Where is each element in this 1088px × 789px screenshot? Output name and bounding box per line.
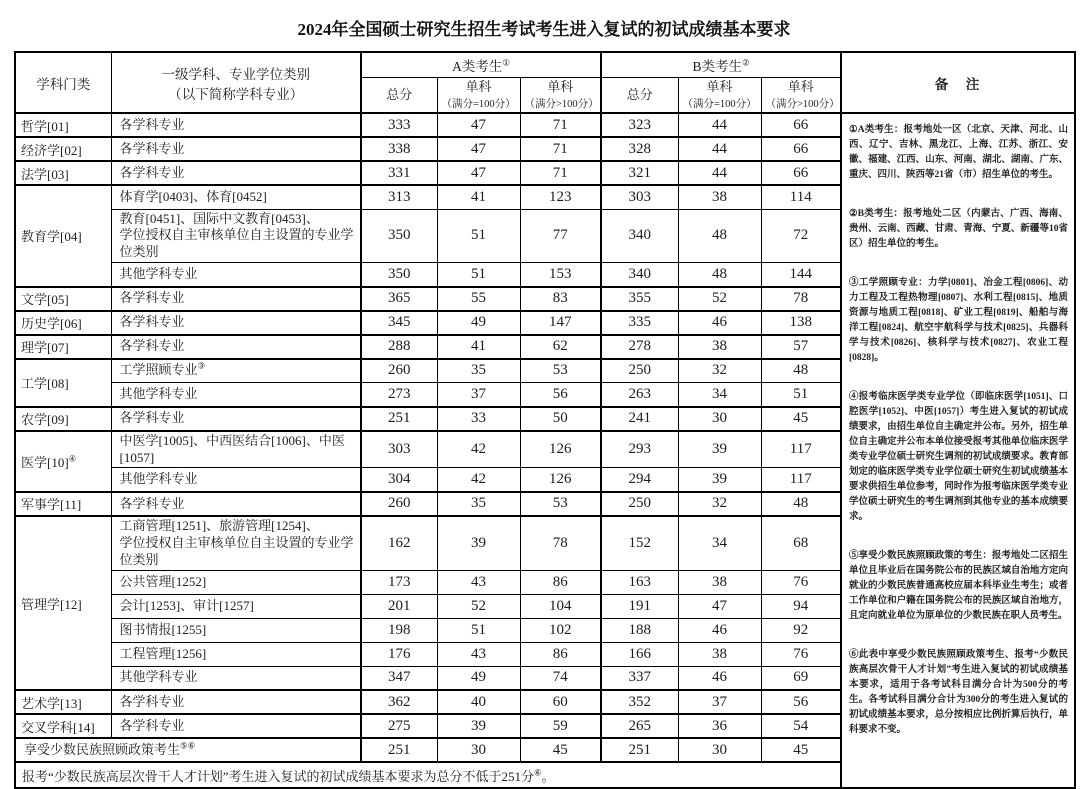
major-cell: 中医学[1005]、中西医结合[1006]、中医[1057] [111,431,361,468]
score-a-single-eq: 51 [437,618,520,642]
major-cell: 各学科专业 [111,492,361,516]
score-b-single-gt: 66 [761,137,841,161]
score-b-single-eq: 46 [678,311,761,335]
score-b-total: 340 [601,209,678,263]
major-cell: 体育学[0403]、体育[0452] [111,185,361,209]
score-a-single-gt: 123 [520,185,601,209]
category-cell: 农学[09] [15,407,111,431]
table-body [15,113,1075,788]
score-b-single-eq: 34 [678,516,761,570]
category-cell: 管理学[12] [15,516,111,690]
score-b-single-gt: 72 [761,209,841,263]
col-header-major [111,52,361,113]
score-a-single-gt: 153 [520,263,601,287]
score-b-single-gt: 92 [761,618,841,642]
score-a-total: 173 [361,570,437,594]
score-a-single-eq: 51 [437,263,520,287]
score-a-single-eq: 43 [437,642,520,666]
score-a-total: 350 [361,263,437,287]
major-cell: 工商管理[1251]、旅游管理[1254]、 学位授权自主审核单位自主设置的专业学位类别 [111,516,361,570]
remark-paragraph: ③工学照顾专业：力学[0801]、冶金工程[0806]、动力工程及工程热物理[0807]、水利工程[0815]、地质资源与地质工程[0818]、矿业工程[0819]、船舶与海洋工程[0824]、航空宇航科学与技术[0825]、兵器科学与技术[0826]、核科学与技术[0827]、农业工程[0828]。 [849,278,1069,363]
group-a-label: A类考生 [452,58,503,74]
remark-paragraph: ②B类考生：报考地处二区（内蒙古、广西、海南、贵州、云南、西藏、甘肃、青海、宁夏、新疆等10省区）招生单位的考生。 [849,209,1069,249]
score-b-total: 191 [601,594,678,618]
score-a-single-eq: 40 [437,690,520,714]
category-cell: 艺术学[13] [15,690,111,714]
score-a-single-gt: 86 [520,570,601,594]
score-a-single-eq: 42 [437,431,520,468]
major-cell: 各学科专业 [111,714,361,738]
footnote-marker: ③ [197,361,206,372]
score-a-total: 162 [361,516,437,570]
score-a-single-eq: 30 [437,738,520,762]
single-eq-a-line1: 单科 [465,78,492,94]
page-title: 2024年全国硕士研究生招生考试考生进入复试的初试成绩基本要求 [297,20,791,39]
score-b-single-gt: 114 [761,185,841,209]
remark-paragraph: ④报考临床医学类专业学位（即临床医学[1051]、口腔医学[1052]、中医[1057]）考生进入复试的初试成绩要求，由招生单位自主确定并公布。另外，招生单位自主确定并公布本单位接受报考其他单位临床医学类专业学位硕士研究生调剂的初试成绩要求。教育部划定的临床医学类专业学位硕士研究生初试成绩基本要求供招生单位参考，同时作为报考临床医学类专业学位硕士研究生的考生调剂到其他专业的基本成绩要求。 [849,392,1069,522]
score-a-single-eq: 42 [437,468,520,492]
score-b-single-gt: 56 [761,690,841,714]
score-b-total: 250 [601,359,678,383]
footnote-marker: ⑥ [534,767,542,778]
score-b-total: 355 [601,287,678,311]
col-header-single-gt-b [761,77,841,113]
score-b-total: 340 [601,263,678,287]
single-gt-a-line2: （满分>100分） [524,98,599,110]
score-b-single-eq: 44 [678,137,761,161]
score-a-total: 260 [361,359,437,383]
score-b-total: 166 [601,642,678,666]
remark-paragraph: ⑤享受少数民族照顾政策的考生：报考地处二区招生单位且毕业后在国务院公布的民族区域自治地方定向就业的少数民族普通高校应届本科毕业生考生；或者工作单位和户籍在国务院公布的民族区域自治地方，且定向就业单位为原单位的少数民族在职人员考生。 [849,551,1069,621]
footnote-marker: ④ [68,453,77,464]
score-a-single-gt: 104 [520,594,601,618]
score-b-single-eq: 46 [678,666,761,690]
score-a-single-eq: 39 [437,516,520,570]
score-b-single-gt: 54 [761,714,841,738]
group-b-sup: ② [741,57,750,68]
col-header-category [15,52,111,113]
score-a-total: 313 [361,185,437,209]
major-cell: 各学科专业 [111,137,361,161]
score-a-single-gt: 56 [520,383,601,407]
col-header-single-gt-a [520,77,601,113]
major-cell: 公共管理[1252] [111,570,361,594]
remarks-label: 备 注 [934,76,982,92]
score-a-single-gt: 126 [520,468,601,492]
footnote-marker: ⑤⑥ [180,740,196,751]
col-header-total-b [601,77,678,113]
major-cell: 各学科专业 [111,690,361,714]
score-b-total: 303 [601,185,678,209]
score-b-single-gt: 66 [761,161,841,185]
score-a-total: 275 [361,714,437,738]
score-a-single-gt: 50 [520,407,601,431]
score-a-single-eq: 41 [437,185,520,209]
score-a-single-gt: 74 [520,666,601,690]
major-cell: 各学科专业 [111,113,361,137]
score-a-total: 347 [361,666,437,690]
col-header-remarks [841,52,1075,113]
score-b-single-eq: 30 [678,407,761,431]
score-b-single-eq: 44 [678,113,761,137]
score-b-single-gt: 94 [761,594,841,618]
score-a-total: 288 [361,335,437,359]
score-a-single-gt: 62 [520,335,601,359]
score-b-single-eq: 34 [678,383,761,407]
score-b-single-eq: 47 [678,594,761,618]
single-eq-a-line2: （满分=100分） [441,98,516,110]
score-b-single-gt: 68 [761,516,841,570]
score-b-total: 294 [601,468,678,492]
score-a-single-eq: 41 [437,335,520,359]
score-b-single-eq: 48 [678,209,761,263]
score-a-single-eq: 35 [437,492,520,516]
score-b-single-gt: 45 [761,407,841,431]
major-cell: 会计[1253]、审计[1257] [111,594,361,618]
score-b-total: 335 [601,311,678,335]
remark-paragraph: ⑥此表中享受少数民族照顾政策考生、报考“少数民族高层次骨干人才计划”考生进入复试的初试成绩基本要求，适用于各考试科目满分合计为500分的考生。各考试科目满分合计为300分的考生进入复试的初试成绩基本要求，总分按相应比例折算后执行，单科要求不变。 [849,650,1069,735]
remarks-content [849,123,1068,743]
remark-paragraph: ①A类考生：报考地处一区（北京、天津、河北、山西、辽宁、吉林、黑龙江、上海、江苏、浙江、安徽、福建、江西、山东、河南、湖北、湖南、广东、重庆、四川、陕西等21省（市）招生单位的考生。 [849,125,1069,180]
col-header-category-label: 学科门类 [36,76,91,92]
score-a-total: 338 [361,137,437,161]
score-b-single-gt: 51 [761,383,841,407]
score-b-total: 337 [601,666,678,690]
score-a-single-gt: 147 [520,311,601,335]
score-b-total: 188 [601,618,678,642]
score-a-total: 331 [361,161,437,185]
score-a-total: 260 [361,492,437,516]
category-cell: 医学[10]④ [15,431,111,492]
score-b-single-eq: 44 [678,161,761,185]
category-cell: 哲学[01] [15,113,111,137]
major-cell: 其他学科专业 [111,666,361,690]
score-b-single-gt: 144 [761,263,841,287]
score-a-total: 201 [361,594,437,618]
remarks-cell [841,113,1075,788]
col-header-total-a [361,77,437,113]
score-a-single-gt: 71 [520,161,601,185]
footer-note: 报考“少数民族高层次骨干人才计划”考生进入复试的初试成绩基本要求为总分不低于251分⑥。 [15,762,841,788]
score-b-single-eq: 36 [678,714,761,738]
score-b-single-gt: 76 [761,642,841,666]
table-row [15,113,1075,137]
category-cell: 法学[03] [15,161,111,185]
score-b-total: 152 [601,516,678,570]
score-a-single-gt: 83 [520,287,601,311]
score-a-single-gt: 86 [520,642,601,666]
single-eq-b-line1: 单科 [706,78,733,94]
score-a-total: 198 [361,618,437,642]
major-cell: 工程管理[1256] [111,642,361,666]
score-a-single-eq: 33 [437,407,520,431]
score-b-single-gt: 78 [761,287,841,311]
total-a-label: 总分 [386,86,413,102]
score-b-total: 163 [601,570,678,594]
score-b-single-eq: 48 [678,263,761,287]
score-b-total: 250 [601,492,678,516]
score-a-total: 333 [361,113,437,137]
single-gt-b-line1: 单科 [787,78,814,94]
score-a-single-gt: 60 [520,690,601,714]
score-table [14,51,1076,789]
score-a-single-eq: 43 [437,570,520,594]
score-b-single-eq: 38 [678,335,761,359]
score-b-total: 323 [601,113,678,137]
score-b-single-gt: 57 [761,335,841,359]
score-b-single-eq: 30 [678,738,761,762]
score-b-total: 293 [601,431,678,468]
major-cell: 图书情报[1255] [111,618,361,642]
score-a-single-gt: 78 [520,516,601,570]
score-b-single-eq: 32 [678,359,761,383]
col-header-major-line2: （以下简称学科专业） [168,86,304,102]
major-cell: 各学科专业 [111,287,361,311]
score-b-total: 263 [601,383,678,407]
score-a-single-gt: 126 [520,431,601,468]
score-a-single-gt: 59 [520,714,601,738]
score-b-single-eq: 32 [678,492,761,516]
score-b-single-eq: 46 [678,618,761,642]
score-b-single-eq: 37 [678,690,761,714]
score-b-single-gt: 48 [761,359,841,383]
score-a-single-eq: 35 [437,359,520,383]
score-b-single-gt: 66 [761,113,841,137]
major-cell: 各学科专业 [111,161,361,185]
score-a-single-eq: 52 [437,594,520,618]
score-a-total: 304 [361,468,437,492]
score-a-single-eq: 47 [437,137,520,161]
score-b-single-eq: 39 [678,431,761,468]
score-a-total: 251 [361,738,437,762]
score-b-single-eq: 38 [678,185,761,209]
score-a-single-gt: 53 [520,359,601,383]
score-b-single-gt: 76 [761,570,841,594]
category-cell: 教育学[04] [15,185,111,287]
score-a-total: 176 [361,642,437,666]
score-b-single-eq: 52 [678,287,761,311]
category-cell: 理学[07] [15,335,111,359]
category-cell: 历史学[06] [15,311,111,335]
score-a-single-gt: 102 [520,618,601,642]
score-a-single-eq: 49 [437,311,520,335]
category-cell: 交叉学科[14] [15,714,111,738]
score-b-single-gt: 45 [761,738,841,762]
major-cell: 其他学科专业 [111,263,361,287]
score-b-total: 265 [601,714,678,738]
group-a-sup: ① [502,57,510,68]
col-header-group-a [361,52,601,77]
score-b-single-gt: 117 [761,468,841,492]
score-a-total: 345 [361,311,437,335]
score-b-single-gt: 138 [761,311,841,335]
score-a-single-eq: 47 [437,161,520,185]
group-b-label: B类考生 [692,58,742,74]
single-eq-b-line2: （满分=100分） [682,98,757,110]
col-header-single-eq-a [437,77,520,113]
score-b-single-gt: 48 [761,492,841,516]
score-b-single-eq: 38 [678,570,761,594]
score-b-single-eq: 39 [678,468,761,492]
score-a-total: 350 [361,209,437,263]
major-cell: 其他学科专业 [111,468,361,492]
score-a-single-eq: 55 [437,287,520,311]
category-cell: 军事学[11] [15,492,111,516]
score-b-single-eq: 38 [678,642,761,666]
score-b-total: 328 [601,137,678,161]
score-a-total: 273 [361,383,437,407]
score-a-single-gt: 45 [520,738,601,762]
major-cell: 各学科专业 [111,407,361,431]
category-cell: 工学[08] [15,359,111,407]
col-header-major-line1: 一级学科、专业学位类别 [161,66,310,82]
category-cell: 经济学[02] [15,137,111,161]
score-a-single-eq: 49 [437,666,520,690]
score-a-total: 303 [361,431,437,468]
category-cell: 文学[05] [15,287,111,311]
major-cell: 各学科专业 [111,311,361,335]
single-gt-a-line1: 单科 [547,78,574,94]
score-b-total: 321 [601,161,678,185]
score-a-single-eq: 39 [437,714,520,738]
col-header-group-b [601,52,841,77]
major-cell: 各学科专业 [111,335,361,359]
score-a-single-gt: 53 [520,492,601,516]
score-b-single-gt: 117 [761,431,841,468]
score-a-total: 365 [361,287,437,311]
special-row-label: 享受少数民族照顾政策考生⑤⑥ [15,738,361,762]
score-a-single-eq: 47 [437,113,520,137]
score-a-total: 251 [361,407,437,431]
score-b-total: 241 [601,407,678,431]
total-b-label: 总分 [626,86,653,102]
score-b-total: 251 [601,738,678,762]
major-cell: 其他学科专业 [111,383,361,407]
col-header-single-eq-b [678,77,761,113]
major-cell: 教育[0451]、国际中文教育[0453]、 学位授权自主审核单位自主设置的专业学位类别 [111,209,361,263]
score-b-total: 278 [601,335,678,359]
score-a-single-gt: 77 [520,209,601,263]
score-a-single-eq: 51 [437,209,520,263]
score-a-single-gt: 71 [520,137,601,161]
score-b-single-gt: 69 [761,666,841,690]
score-a-total: 362 [361,690,437,714]
score-a-single-eq: 37 [437,383,520,407]
score-b-total: 352 [601,690,678,714]
score-a-single-gt: 71 [520,113,601,137]
major-cell: 工学照顾专业③ [111,359,361,383]
table-header [15,52,1075,113]
single-gt-b-line2: （满分>100分） [765,98,840,110]
